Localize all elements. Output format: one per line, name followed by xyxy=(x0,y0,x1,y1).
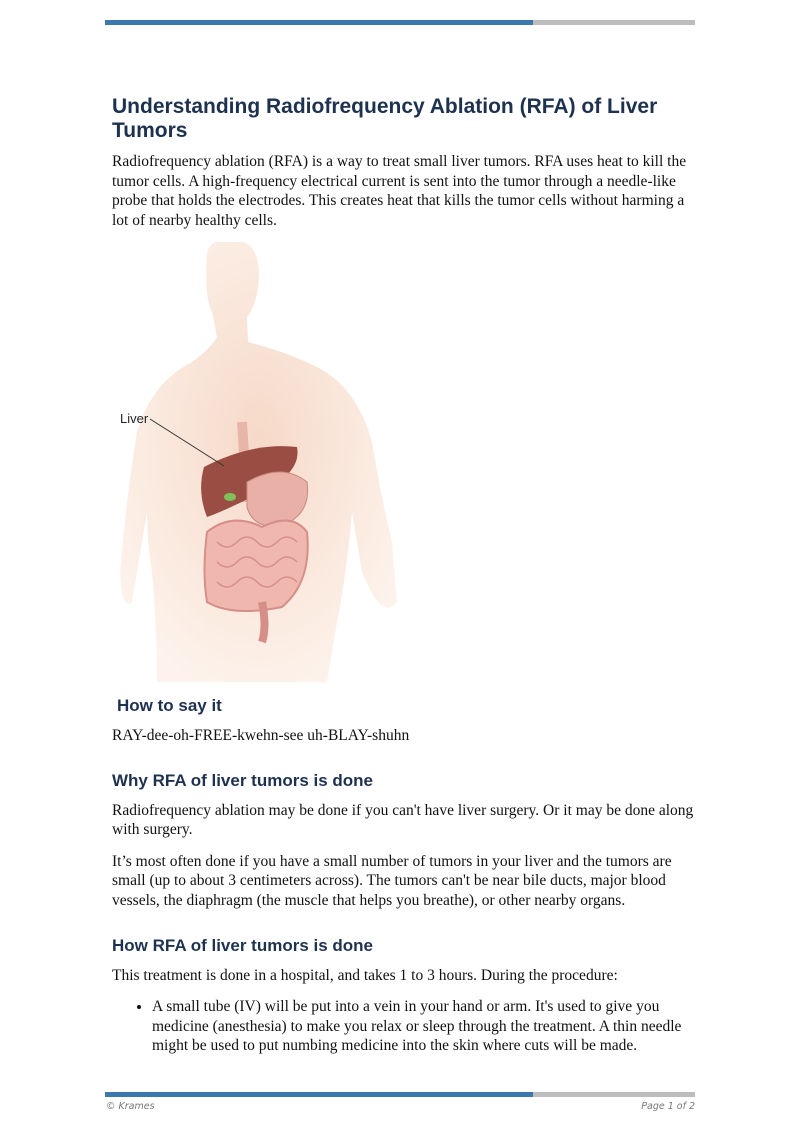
how-intro: This treatment is done in a hospital, and takes 1 to 3 hours. During the procedure: xyxy=(112,966,618,984)
procedure-list xyxy=(112,997,697,1056)
liver-anatomy-illustration xyxy=(112,242,412,682)
how-heading: How RFA of liver tumors is done xyxy=(112,936,374,955)
why-paragraph: It’s most often done if you have a small number of tumors in your liver and the tumors are small (up to about 3 centimeters across). The tumors can't be near bile ducts, major blood vessels, the diaphragm (the muscle that helps you breathe), or other nearby organs. xyxy=(112,852,672,909)
liver-label: Liver xyxy=(120,411,149,426)
header-bar xyxy=(105,20,695,25)
why-heading: Why RFA of liver tumors is done xyxy=(112,771,374,790)
page-title: Understanding Radiofrequency Ablation (RFA) of Liver Tumors xyxy=(112,95,658,142)
pronunciation-text: RAY-dee-oh-FREE-kwehn-see uh-BLAY-shuhn xyxy=(112,726,410,744)
copyright: © Krames xyxy=(106,1101,155,1112)
page-number: Page 1 of 2 xyxy=(641,1101,695,1112)
how-to-say-heading: How to say it xyxy=(117,696,222,715)
list-item: • A small tube (IV) will be put into a vein in your hand or arm. It's used to give you medicine (anesthesia) to make you relax or sleep through the treatment. A thin needle might be used to put numbing medicine into the skin where cuts will be made. xyxy=(152,997,697,1056)
footer-bar xyxy=(105,1092,695,1097)
intro-paragraph: Radiofrequency ablation (RFA) is a way to treat small liver tumors. RFA uses heat to kill the tumor cells. A high-frequency electrical current is sent into the tumor through a needle-like probe that holds the electrodes. This creates heat that kills the tumor cells without harming a lot of nearby healthy cells. xyxy=(112,153,687,229)
why-paragraph: Radiofrequency ablation may be done if you can't have liver surgery. Or it may be done along with surgery. xyxy=(112,801,694,838)
